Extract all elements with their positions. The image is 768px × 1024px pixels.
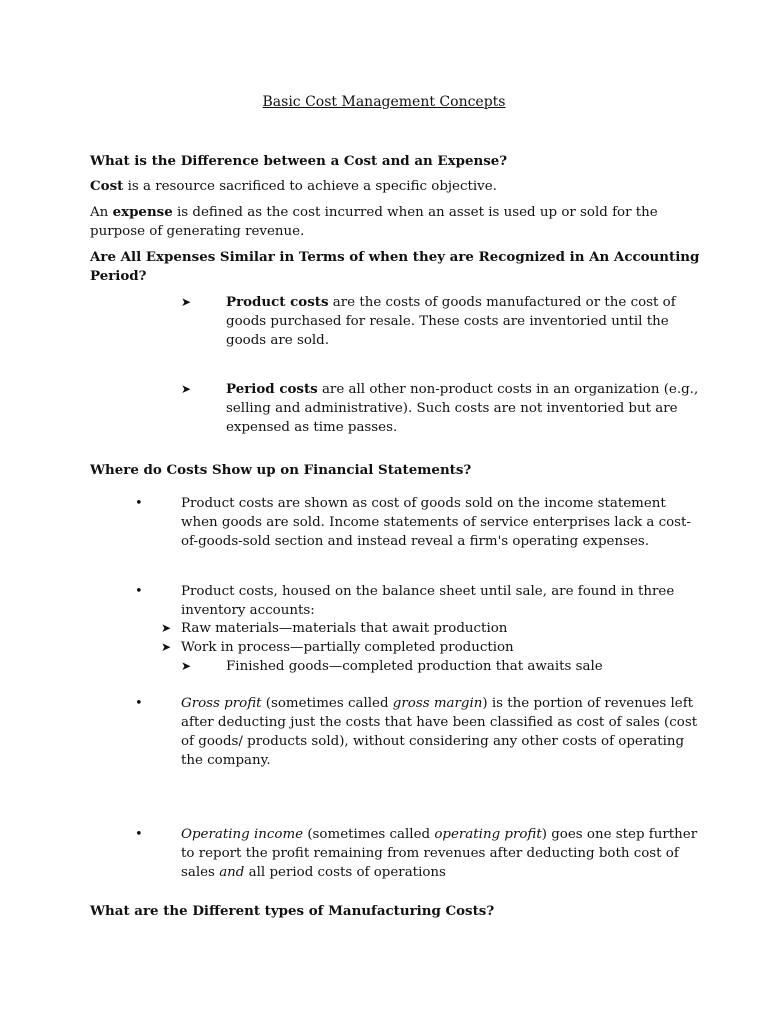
list-item-cogs	[181, 494, 691, 551]
term-gross-profit: Gross profit	[181, 696, 262, 711]
term-period-costs: Period costs	[226, 381, 318, 397]
list-item-product-costs	[226, 293, 676, 350]
arrow-bullet-icon: ➤	[161, 640, 172, 654]
list-item-operating-income	[181, 825, 697, 882]
heading-manufacturing-costs: What are the Different types of Manufacturing Costs?	[90, 903, 495, 919]
item-text: are the costs of goods manufactured or the cost of	[328, 295, 676, 310]
item-text: selling and administrative). Such costs are not inventoried but are	[226, 401, 678, 416]
heading-line: Period?	[90, 268, 147, 284]
item-text: of-goods-sold section and instead reveal a firm's operating expenses.	[181, 534, 650, 549]
item-text: goods are sold.	[226, 333, 330, 348]
bullet-icon: •	[135, 584, 143, 599]
sub-item-raw-materials: Raw materials—materials that await production	[181, 621, 508, 636]
bullet-icon: •	[135, 496, 143, 511]
term-and: and	[219, 865, 245, 880]
term-operating-income: Operating income	[181, 827, 304, 842]
bullet-icon: •	[135, 827, 143, 842]
item-text: of goods/ products sold), without considering any other costs of operating	[181, 734, 685, 749]
item-text: to report the profit remaining from revenues after deducting both cost of	[181, 846, 679, 861]
item-text: ) is the portion of revenues left	[482, 696, 694, 711]
item-text: goods purchased for resale. These costs are inventoried until the	[226, 314, 669, 329]
paragraph-text: An	[90, 205, 113, 220]
item-text: all period costs of operations	[244, 865, 446, 880]
bullet-icon: •	[135, 696, 143, 711]
term-cost: Cost	[90, 178, 124, 194]
arrow-bullet-icon: ➤	[161, 621, 172, 635]
paragraph-text: purpose of generating revenue.	[90, 224, 305, 239]
paragraph-cost-definition	[90, 177, 497, 196]
arrow-bullet-icon: ➤	[181, 295, 192, 309]
term-product-costs: Product costs	[226, 294, 329, 310]
sub-item-work-in-process: Work in process—partially completed production	[181, 640, 514, 655]
list-item-gross-profit	[181, 694, 697, 770]
item-text: Product costs are shown as cost of goods sold on the income statement	[181, 496, 666, 511]
item-text: are all other non-product costs in an organization (e.g.,	[317, 382, 699, 397]
item-text: (sometimes called	[261, 696, 393, 711]
item-text: when goods are sold. Income statements of service enterprises lack a cost-	[181, 515, 691, 530]
item-text: ) goes one step further	[541, 827, 698, 842]
item-text: (sometimes called	[303, 827, 435, 842]
heading-expense-recognition	[90, 248, 699, 286]
term-expense: expense	[112, 204, 173, 220]
item-text: after deducting just the costs that have been classified as cost of sales (cost	[181, 715, 698, 730]
arrow-bullet-icon: ➤	[181, 659, 192, 673]
list-item-period-costs	[226, 380, 698, 437]
paragraph-text: is a resource sacrificed to achieve a specific objective.	[123, 179, 497, 194]
heading-financial-statements: Where do Costs Show up on Financial Statements?	[90, 462, 472, 478]
list-item-inventory-accounts	[181, 582, 674, 620]
item-text: inventory accounts:	[181, 603, 315, 618]
item-text: Product costs, housed on the balance sheet until sale, are found in three	[181, 584, 675, 599]
item-text: sales	[181, 865, 220, 880]
item-text: expensed as time passes.	[226, 420, 398, 435]
paragraph-expense-definition	[90, 203, 658, 241]
paragraph-text: is defined as the cost incurred when an asset is used up or sold for the	[172, 205, 658, 220]
term-gross-margin: gross margin	[392, 696, 483, 711]
heading-line: Are All Expenses Similar in Terms of when they are Recognized in An Accounting	[90, 249, 700, 265]
heading-cost-vs-expense: What is the Difference between a Cost and an Expense?	[90, 153, 508, 169]
sub-item-finished-goods: Finished goods—completed production that awaits sale	[226, 659, 603, 674]
document-title: Basic Cost Management Concepts	[262, 94, 506, 110]
term-operating-profit: operating profit	[434, 827, 542, 842]
arrow-bullet-icon: ➤	[181, 382, 192, 396]
item-text: the company.	[181, 753, 271, 768]
